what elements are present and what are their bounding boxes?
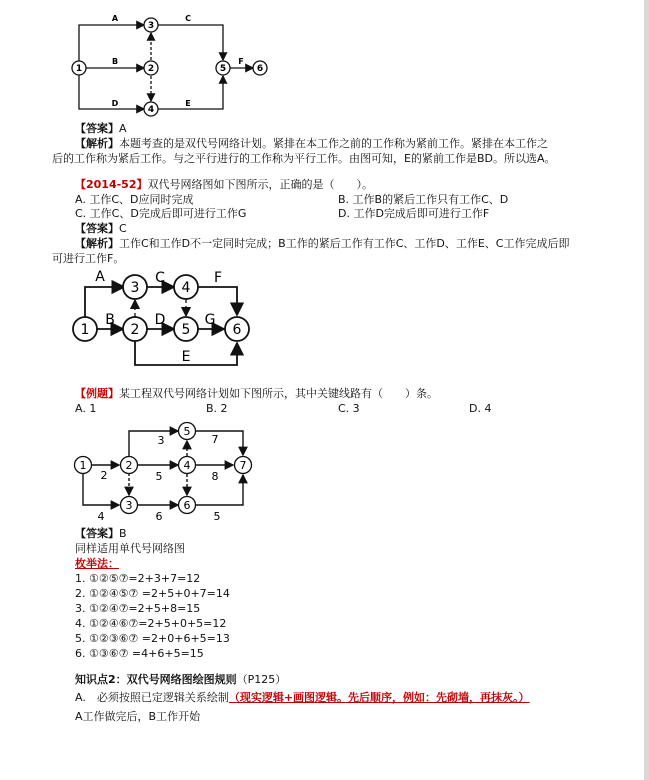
- d1-label-f: F: [238, 57, 244, 66]
- arrow-6-7: [196, 475, 243, 505]
- q2-tag: 【2014-52】: [75, 178, 148, 191]
- q1-analysis-line1: [75, 136, 548, 151]
- q3-method-label: 枚举法：: [75, 557, 119, 570]
- q2-answer-value: C: [119, 222, 127, 235]
- arrow-2-5: [129, 431, 178, 457]
- activity-f-arrow: [197, 287, 237, 315]
- rule-a-highlight: （现实逻辑+画图逻辑。先后顺序，例如：先砌墙，再抹灰。）: [228, 691, 530, 704]
- q3-path-4: 4. ①②④⑥⑦=2+5+0+5=12: [75, 617, 227, 630]
- q3-note: 同样适用单代号网络图: [75, 542, 185, 555]
- q3-option-d: D. 4: [469, 402, 492, 415]
- q2-stem-line: [75, 177, 373, 192]
- activity-c-arrow: [158, 25, 223, 60]
- q2-analysis-text1: 工作C和工作D不一定同时完成；B工作的紧后工作有工作C、工作D、工作E、C工作完成后即: [119, 237, 570, 250]
- d3-node-2: 2: [125, 459, 133, 472]
- d3-dur-4-7: 8: [211, 470, 219, 483]
- d2-label-c: C: [155, 270, 165, 286]
- d1-node-4: 4: [147, 105, 155, 115]
- d3-dur-1-3: 4: [97, 510, 105, 523]
- q3-stem: 某工程双代号网络计划如下图所示，其中关键线路有（ ）条。: [119, 387, 438, 400]
- d3-node-7: 7: [239, 459, 247, 472]
- q1-analysis-text1: 本题考查的是双代号网络计划。紧排在本工作之前的工作称为紧前工作。紧排在本工作之: [119, 137, 548, 150]
- d2-node-6: 6: [232, 322, 242, 338]
- d3-node-3: 3: [125, 499, 133, 512]
- d3-node-6: 6: [183, 499, 191, 512]
- q2-answer-label: 【答案】: [75, 222, 119, 235]
- q3-path-5: 5. ①②③⑥⑦ =2+0+6+5=13: [75, 632, 230, 645]
- d2-label-g: G: [204, 312, 216, 328]
- q3-tag: 【例题】: [75, 387, 119, 400]
- knowledge-page-ref: （P125）: [236, 673, 287, 686]
- d2-node-5: 5: [181, 322, 191, 338]
- q3-stem-line: [75, 386, 438, 401]
- knowledge-example: A工作做完后，B工作开始: [75, 710, 201, 723]
- q3-path-2: 2. ①②④⑤⑦ =2+5+0+7=14: [75, 587, 230, 600]
- d1-node-1: 1: [75, 64, 83, 74]
- q2-stem: 双代号网络图如下图所示，正确的是（ ）。: [147, 178, 373, 191]
- d2-label-a: A: [95, 269, 105, 285]
- d1-node-2: 2: [147, 64, 155, 74]
- d2-node-3: 3: [130, 280, 140, 296]
- d1-node-6: 6: [256, 64, 264, 74]
- q2-option-d: D. 工作D完成后即可进行工作F: [338, 207, 490, 220]
- d2-label-e: E: [181, 349, 191, 365]
- rule-a-text: A. 必须按照已定逻辑关系绘制: [75, 691, 229, 704]
- d3-node-1: 1: [79, 459, 87, 472]
- network-diagram-1: [60, 8, 290, 118]
- d3-dur-5-7: 7: [211, 433, 219, 446]
- d3-dur-2-5: 3: [157, 434, 165, 447]
- q2-analysis-label: 【解析】: [75, 237, 119, 250]
- d1-node-5: 5: [219, 64, 227, 74]
- d2-label-d: D: [154, 312, 166, 328]
- q2-option-b: B. 工作B的紧后工作只有工作C、D: [338, 193, 509, 206]
- d3-dur-2-4: 5: [155, 470, 163, 483]
- d1-label-b: B: [111, 57, 119, 66]
- q1-answer-label: 【答案】: [75, 122, 119, 135]
- q3-answer: [75, 526, 127, 541]
- d3-dur-6-7: 5: [213, 510, 221, 523]
- q2-analysis-line2: 可进行工作F。: [52, 252, 125, 265]
- arrow-5-7: [196, 431, 243, 455]
- d3-dur-1-2: 2: [100, 469, 108, 482]
- d1-label-c: C: [185, 14, 191, 23]
- q1-analysis-label: 【解析】: [75, 137, 119, 150]
- d3-node-5: 5: [183, 425, 191, 438]
- q3-path-3: 3. ①②④⑦=2+5+8=15: [75, 602, 201, 615]
- d2-node-1: 1: [80, 322, 90, 338]
- q2-option-c: C. 工作C、D完成后即可进行工作G: [75, 207, 247, 220]
- q1-answer: [75, 121, 127, 136]
- d1-label-a: A: [111, 14, 119, 23]
- q3-answer-value: B: [119, 527, 127, 540]
- network-diagram-3: [67, 415, 267, 527]
- q2-answer: [75, 221, 127, 236]
- d1-label-e: E: [185, 99, 191, 108]
- knowledge-title-line: [75, 672, 286, 687]
- knowledge-rule-a: [75, 690, 530, 705]
- q3-option-c: C. 3: [338, 402, 360, 415]
- q3-answer-label: 【答案】: [75, 527, 119, 540]
- d3-dur-3-6: 6: [155, 510, 163, 523]
- d2-node-2: 2: [130, 322, 140, 338]
- d2-node-4: 4: [181, 280, 191, 296]
- d1-label-d: D: [111, 99, 119, 108]
- d3-node-4: 4: [183, 459, 191, 472]
- q3-path-6: 6. ①③⑥⑦ =4+6+5=15: [75, 647, 204, 660]
- q1-analysis-line2: 后的工作称为紧后工作。与之平行进行的工作称为平行工作。由图可知，E的紧前工作是BD。所以选A。: [52, 152, 556, 165]
- d1-node-3: 3: [147, 21, 155, 31]
- d2-label-b: B: [105, 312, 115, 328]
- network-diagram-2: [62, 268, 262, 373]
- activity-a-arrow: [79, 25, 144, 61]
- q3-path-1: 1. ①②⑤⑦=2+3+7=12: [75, 572, 201, 585]
- q3-option-b: B. 2: [206, 402, 228, 415]
- q2-option-a: A. 工作C、D应同时完成: [75, 193, 194, 206]
- q3-option-a: A. 1: [75, 402, 97, 415]
- page-scroll-edge: [644, 0, 649, 780]
- q1-answer-value: A: [119, 122, 127, 135]
- d2-label-f: F: [213, 270, 223, 286]
- knowledge-title: 知识点2：双代号网络图绘图规则: [75, 673, 237, 686]
- q2-analysis-line1: [75, 236, 569, 251]
